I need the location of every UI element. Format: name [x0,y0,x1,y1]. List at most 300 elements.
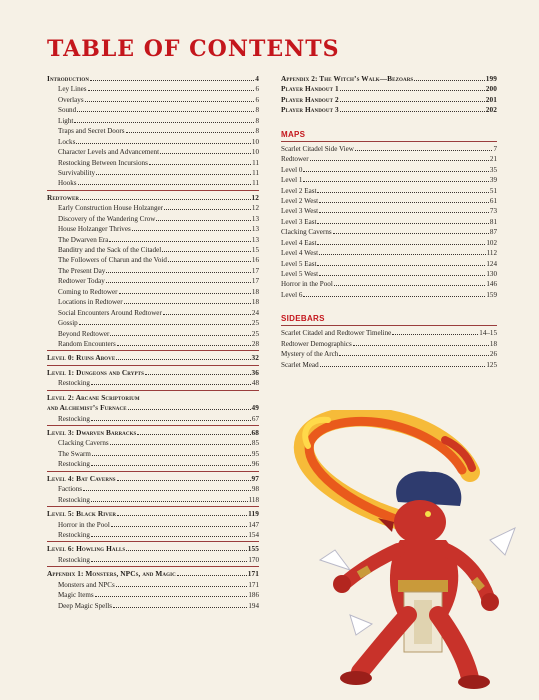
entry-label: Scarlet Mead [281,360,319,369]
entry-page-number: 85 [251,439,259,448]
toc-entry[interactable] [47,318,259,328]
dot-leader [85,96,255,102]
entry-label: Beyond Redtower [58,329,110,338]
entry-page-number: 8 [255,106,259,115]
toc-heading-entry[interactable] [47,428,259,438]
dot-leader [340,85,485,91]
entry-page-number: 11 [252,158,259,167]
entry-label: Horror in the Pool [281,280,333,289]
toc-entry[interactable] [281,165,497,175]
entry-page-number: 17 [251,277,259,286]
toc-entry[interactable] [281,328,497,338]
entry-page-number: 171 [248,580,259,589]
dot-leader [95,591,248,597]
entry-label: Level 5 East [281,259,317,268]
entry-page-number: 25 [251,329,259,338]
toc-entry[interactable] [47,158,259,168]
entry-label: Locations in Redtower [58,298,123,307]
dot-leader [117,475,251,481]
dot-leader [414,75,484,81]
dot-leader [317,187,488,193]
dot-leader [88,85,255,91]
entry-page-number: 170 [248,555,259,564]
toc-entry[interactable] [47,580,259,590]
entry-page-number: 10 [251,137,259,146]
entry-page-number: 49 [251,403,259,413]
toc-entry[interactable] [47,530,259,540]
section-rule [47,506,259,507]
toc-entry[interactable] [47,449,259,459]
toc-heading-entry[interactable] [47,74,259,84]
dot-leader [116,581,248,587]
entry-label: Player Handout 2 [281,94,339,104]
entry-page-number: 32 [251,353,259,363]
toc-entry[interactable] [47,214,259,224]
dot-leader [137,429,250,435]
entry-page-number: 18 [251,287,259,296]
toc-entry[interactable] [47,116,259,126]
entry-label: Level 2 West [281,196,319,205]
toc-heading-entry[interactable] [47,193,259,203]
toc-entry[interactable] [281,186,497,196]
entry-label: Level 6: Howling Halls [47,544,126,554]
toc-entry[interactable] [281,196,497,206]
dot-leader [110,439,251,445]
toc-entry[interactable] [47,555,259,565]
dot-leader [177,570,247,576]
entry-page-number: 13 [251,214,259,223]
dot-leader [76,138,251,144]
entry-label: Traps and Secret Doors [58,127,125,136]
toc-entry[interactable] [281,227,497,237]
toc-entry[interactable] [281,206,497,216]
dot-leader [74,117,254,123]
entry-page-number: 13 [251,225,259,234]
page-title: TABLE OF CONTENTS [47,36,340,62]
dot-leader [160,148,251,154]
dot-leader [126,545,246,551]
entry-label: Survivability [58,168,96,177]
section-rule [47,566,259,567]
entry-page-number: 202 [485,105,497,115]
entry-label: Redtower [281,155,309,164]
toc-entry[interactable] [47,339,259,349]
dot-leader [106,277,251,283]
entry-label: Factions [58,485,83,494]
entry-label: Sound [58,106,77,115]
entry-label: and Alchemist’s Furnace [47,403,127,413]
entry-label: Magic Items [58,591,94,600]
dot-leader [319,207,489,213]
entry-label: Restocking [58,460,90,469]
toc-entry[interactable] [47,95,259,105]
entry-label: Clacking Caverns [281,228,332,237]
entry-page-number: 154 [248,530,259,539]
entry-label: Discovery of the Wandering Crow [58,214,156,223]
entry-page-number: 96 [251,460,259,469]
entry-label: Restocking [58,495,90,504]
entry-page-number: 51 [489,186,497,195]
entry-label: Restocking [58,414,90,423]
dot-leader [168,256,251,262]
sidebars-rule [281,325,497,326]
entry-label: Restocking Between Incursions [58,158,148,167]
entry-label: Introduction [47,74,90,83]
entry-page-number: 81 [489,217,497,226]
entry-page-number: 36 [251,367,259,377]
entry-label: Redtower Demographics [281,339,352,348]
toc-entry[interactable] [47,178,259,188]
entry-page-number: 102 [486,238,497,247]
dot-leader [319,270,485,276]
toc-entry[interactable] [47,105,259,115]
toc-entry[interactable] [47,590,259,600]
toc-entry[interactable] [281,339,497,349]
dot-leader [353,340,489,346]
maps-heading: MAPS [281,129,306,139]
toc-heading-entry[interactable] [281,84,497,94]
dot-leader [156,215,251,221]
dot-leader [91,496,248,502]
entry-label: Light [58,116,74,125]
entry-label: Clacking Caverns [58,439,109,448]
entry-page-number: 10 [251,148,259,157]
toc-entry[interactable] [47,84,259,94]
dot-leader [92,450,251,456]
entry-label: Banditry and the Sack of the Citadel [58,246,162,254]
toc-entry[interactable] [47,520,259,530]
entry-page-number: 119 [248,509,259,519]
dot-leader [80,194,250,200]
sidebars-heading: SIDEBARS [281,314,325,324]
entry-label: Redtower Today [58,277,105,286]
entry-page-number: 130 [486,270,497,278]
entry-label: Appendix 2: The Witch’s Walk—Bezoars [281,74,414,83]
entry-page-number: 25 [251,319,259,328]
entry-page-number: 8 [255,127,259,136]
entry-label: Scarlet Citadel Side View [281,144,354,153]
dot-leader [124,298,251,304]
dot-leader [317,260,485,266]
toc-entry[interactable] [47,484,259,494]
dot-leader [149,159,251,165]
entry-label: Deep Magic Spells [58,601,112,610]
entry-page-number: 68 [251,428,259,437]
entry-page-number: 194 [248,601,259,610]
entry-page-number: 16 [251,256,259,265]
toc-entry[interactable] [47,276,259,286]
dot-leader [334,280,486,286]
dot-leader [91,531,247,537]
toc-heading-entry[interactable] [281,95,497,105]
entry-page-number: 98 [251,485,259,494]
entry-page-number: 201 [485,94,497,104]
entry-page-number: 146 [486,280,497,289]
toc-entry[interactable] [281,154,497,164]
dot-leader [310,155,489,161]
entry-page-number: 87 [489,228,497,237]
toc-entry[interactable] [281,290,497,300]
entry-page-number: 48 [251,379,259,388]
dot-leader [164,204,251,210]
toc-heading-entry[interactable] [47,393,259,403]
fire-breathing-creature-illustration [280,410,530,695]
entry-label: Random Encounters [58,339,116,348]
dot-leader [339,350,489,356]
entry-page-number: 147 [248,520,259,529]
entry-page-number: 67 [251,414,259,423]
toc-entry[interactable] [47,245,259,255]
dot-leader [163,309,251,315]
toc-entry[interactable] [281,259,497,269]
section-rule [47,471,259,472]
entry-label: Level 3: Dwarven Barracks [47,428,137,437]
toc-entry[interactable] [47,459,259,469]
dot-leader [145,369,251,375]
dot-leader [319,249,485,255]
entry-page-number: 6 [255,85,259,94]
dot-leader [91,460,251,466]
entry-label: Player Handout 3 [281,105,339,115]
entry-label: Hooks [58,179,77,188]
entry-label: The Swarm [58,449,91,458]
entry-label: Social Encounters Around Redtower [58,308,162,317]
dot-leader [116,354,250,360]
toc-entry[interactable] [47,287,259,297]
toc-entry[interactable] [47,601,259,611]
dot-leader [91,556,247,562]
toc-entry[interactable] [47,168,259,178]
entry-page-number: 14–15 [479,329,497,338]
toc-entry[interactable] [281,238,497,248]
entry-label: Level 5 West [281,270,319,278]
entry-label: Level 6 [281,290,303,299]
toc-column-right [281,74,497,370]
entry-page-number: 15 [251,246,259,254]
maps-list [281,144,497,301]
dot-leader [77,106,254,112]
entry-label: Restocking [58,530,90,539]
toc-entry[interactable] [281,217,497,227]
entry-page-number: 6 [255,95,259,104]
entry-page-number: 124 [486,259,497,268]
dot-leader [96,169,251,175]
toc-heading-entry[interactable] [47,403,259,413]
toc-entry[interactable] [47,308,259,318]
dot-leader [111,521,248,527]
dot-leader [392,329,478,335]
toc-entry[interactable] [47,126,259,136]
entry-label: Level 0 [281,165,303,174]
entry-label: Gossip [58,319,78,328]
entry-page-number: 13 [251,235,259,244]
entry-page-number: 12 [251,192,259,202]
toc-entry[interactable] [47,378,259,388]
dot-leader [119,288,251,294]
entry-page-number: 24 [251,308,259,317]
toc-entry[interactable] [281,248,497,258]
toc-entry[interactable] [47,203,259,213]
toc-heading-entry[interactable] [47,569,259,579]
toc-entry[interactable] [47,147,259,157]
toc-entry[interactable] [47,438,259,448]
entry-page-number: 12 [251,204,259,213]
entry-label: Horror in the Pool [58,520,110,529]
entry-page-number: 73 [489,207,497,216]
dot-leader [319,197,489,203]
dot-leader [91,415,251,421]
entry-label: Level 4: Bat Caverns [47,473,116,483]
toc-entry[interactable] [47,495,259,505]
dot-leader [303,291,485,297]
toc-heading-entry[interactable] [47,368,259,378]
entry-page-number: 18 [489,339,497,348]
toc-entry[interactable] [47,297,259,307]
entry-page-number: 4 [255,74,259,83]
entry-page-number: 171 [247,569,259,579]
dot-leader [317,218,488,224]
entry-label: Level 4 West [281,249,319,258]
toc-entry[interactable] [281,349,497,359]
dot-leader [78,179,252,185]
entry-page-number: 39 [489,176,497,185]
toc-heading-entry[interactable] [47,544,259,554]
dot-leader [340,106,485,112]
entry-label: The Dwarven Era [58,235,109,244]
entry-page-number: 186 [248,591,259,600]
entry-label: Restocking [58,379,90,388]
section-rule [47,541,259,542]
entry-label: Level 3 West [281,207,319,216]
toc-heading-entry[interactable] [47,353,259,363]
toc-entry[interactable] [47,235,259,245]
dot-leader [126,127,255,133]
toc-entry[interactable] [47,224,259,234]
section-rule [47,190,259,191]
dot-leader [117,340,251,346]
entry-page-number: 95 [251,449,259,458]
entry-page-number: 200 [485,84,497,94]
entry-page-number: 26 [489,350,497,359]
toc-heading-entry[interactable] [281,74,497,84]
toc-entry[interactable] [47,266,259,276]
section-rule [47,390,259,391]
entry-page-number: 18 [251,298,259,307]
dot-leader [132,225,251,231]
entry-label: Monsters and NPCs [58,580,115,589]
dot-leader [333,228,489,234]
dot-leader [317,239,485,245]
dot-leader [320,361,486,367]
toc-entry[interactable] [281,279,497,289]
dot-leader [303,176,488,182]
entry-label: Level 2: Arcane Scriptorium [47,392,140,402]
entry-label: Scarlet Citadel and Redtower Timeline [281,329,392,338]
dot-leader [106,267,251,273]
entry-page-number: 118 [248,495,259,504]
toc-column-left [47,74,259,611]
dot-leader [162,246,251,252]
entry-label: Appendix 1: Monsters, NPCs, and Magic [47,569,176,579]
entry-label: Level 1 [281,176,303,185]
entry-label: Mystery of the Arch [281,350,339,359]
dot-leader [340,96,485,102]
entry-label: The Followers of Charun and the Void [58,256,167,265]
dot-leader [117,510,247,516]
entry-page-number: 8 [255,116,259,125]
dot-leader [113,602,247,608]
entry-label: Level 1: Dungeons and Crypts [47,367,144,377]
entry-page-number: 61 [489,196,497,205]
toc-entry[interactable] [281,360,497,370]
entry-page-number: 21 [489,155,497,164]
toc-heading-entry[interactable] [281,105,497,115]
toc-entry[interactable] [47,329,259,339]
entry-page-number: 159 [486,290,497,299]
dot-leader [303,166,488,172]
dot-leader [91,379,251,385]
entry-page-number: 199 [485,74,497,83]
toc-heading-entry[interactable] [47,474,259,484]
toc-heading-entry[interactable] [47,509,259,519]
entry-label: Character Levels and Advancement [58,148,160,157]
sidebars-list [281,328,497,370]
entry-label: Early Construction House Holzanger [58,204,163,213]
toc-entry[interactable] [47,414,259,424]
toc-entry[interactable] [281,175,497,185]
toc-entry[interactable] [47,255,259,265]
entry-page-number: 11 [252,168,259,177]
toc-entry[interactable] [281,269,497,279]
entry-label: The Present Day [58,266,106,275]
dot-leader [128,404,251,410]
entry-page-number: 11 [252,179,259,188]
dot-leader [355,145,493,151]
entry-label: Level 4 East [281,238,317,247]
dot-leader [83,485,251,491]
entry-page-number: 35 [489,165,497,174]
entry-label: Ley Lines [58,85,87,94]
entry-label: Locks [58,137,76,146]
section-rule [47,350,259,351]
entry-page-number: 7 [493,144,497,153]
toc-entry[interactable] [47,137,259,147]
toc-entry[interactable] [281,144,497,154]
entry-label: Overlays [58,95,84,104]
dot-leader [79,319,251,325]
entry-label: Restocking [58,555,90,564]
entry-label: House Holzanger Thrives [58,225,131,234]
dot-leader [110,330,250,336]
entry-page-number: 28 [251,339,259,348]
dot-leader [90,75,254,81]
entry-label: Level 0: Ruins Above [47,353,116,363]
entry-page-number: 17 [251,266,259,275]
appendix-list [281,74,497,116]
entry-label: Coming to Redtower [58,287,118,296]
entry-page-number: 155 [247,544,259,554]
dot-leader [109,236,250,242]
entry-label: Player Handout 1 [281,84,339,94]
entry-page-number: 112 [486,249,497,258]
entry-label: Level 2 East [281,186,317,195]
maps-rule [281,141,497,142]
entry-page-number: 97 [251,473,259,483]
entry-label: Level 5: Black River [47,509,117,519]
entry-page-number: 125 [486,360,497,369]
section-rule [47,365,259,366]
section-rule [47,425,259,426]
